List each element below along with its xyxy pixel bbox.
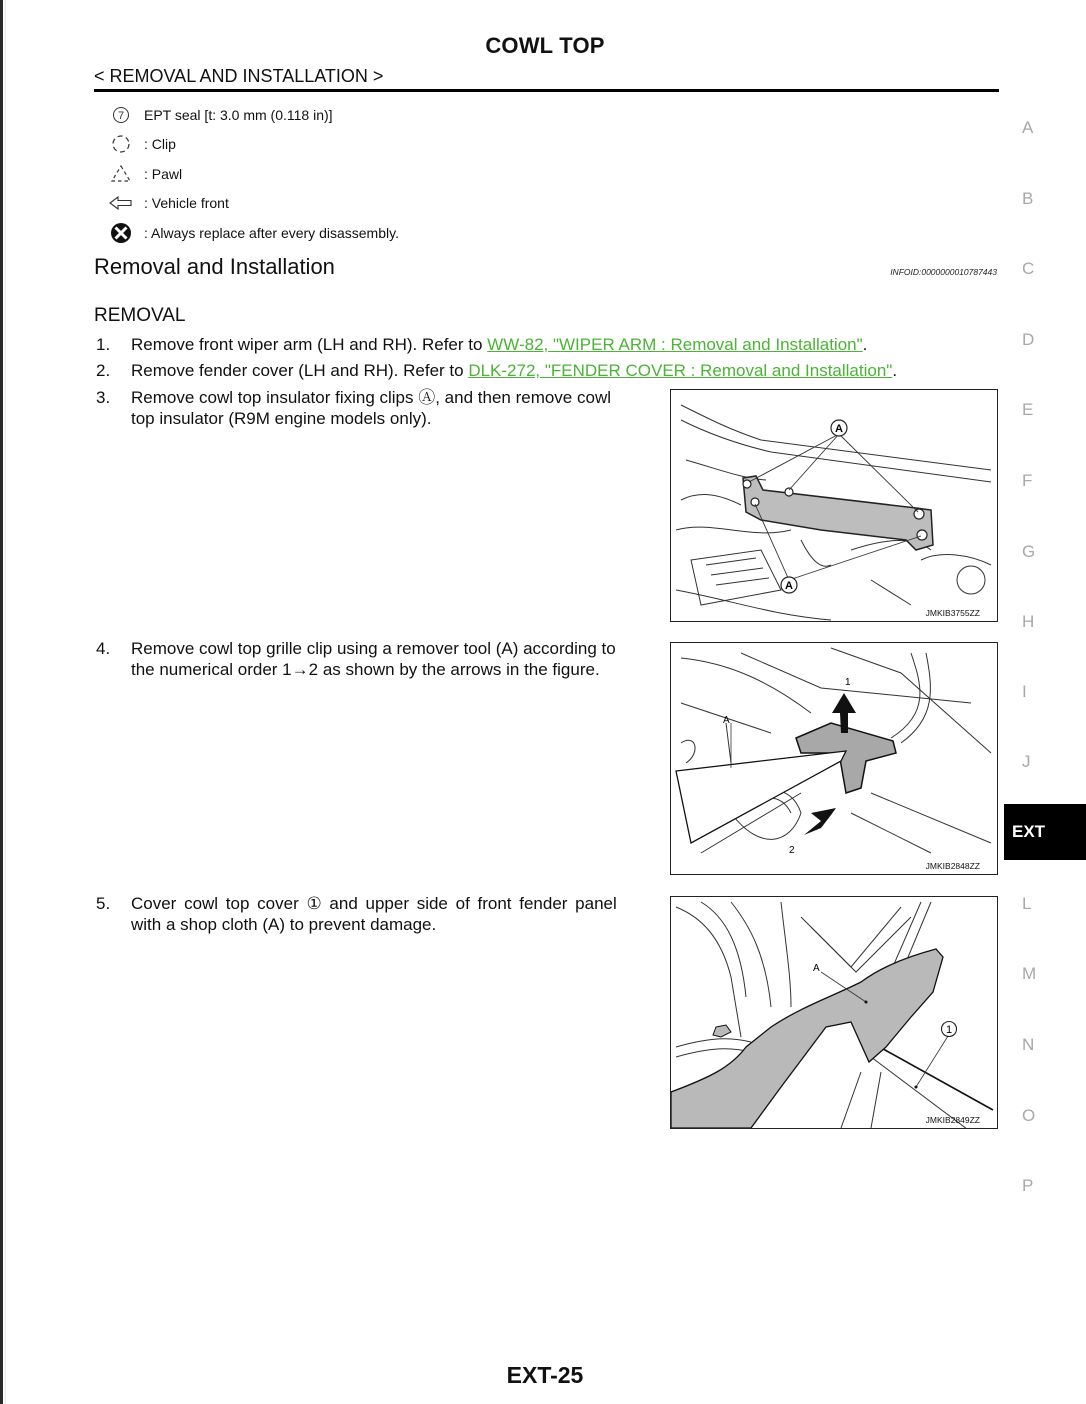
section-title: Removal and Installation (94, 254, 335, 279)
step-number: 3. (96, 388, 111, 407)
pawl-icon (108, 163, 134, 185)
fender-cover-link[interactable]: DLK-272, "FENDER COVER : Removal and Installation" (468, 361, 893, 380)
tab-i[interactable]: I (1022, 682, 1027, 701)
breadcrumb: < REMOVAL AND INSTALLATION > (94, 66, 384, 86)
figure-code: JMKIB2848ZZ (925, 861, 980, 871)
tab-e[interactable]: E (1022, 400, 1034, 419)
step-text (131, 334, 867, 355)
tab-g[interactable]: G (1022, 542, 1036, 561)
step-text-part: Remove front wiper arm (LH and RH). Refer to (131, 335, 488, 354)
legend-text: : Vehicle front (144, 195, 229, 212)
callout-a-top (831, 420, 847, 436)
legend-row (108, 130, 399, 160)
step-number: 1. (96, 335, 111, 354)
wiper-arm-link[interactable]: WW-82, "WIPER ARM : Removal and Installation" (487, 335, 863, 354)
figure-grille-clip-removal (670, 642, 998, 875)
step-line: Cover cowl top cover ① and upper side of front fender panel (131, 894, 617, 913)
step-text-part: . (862, 335, 868, 354)
legend-row (108, 100, 399, 130)
tab-a[interactable]: A (1022, 118, 1034, 137)
tab-o[interactable]: O (1022, 1106, 1036, 1125)
legend-text: : Pawl (144, 165, 183, 182)
tab-n[interactable]: N (1022, 1035, 1035, 1054)
callout-a-bottom (781, 577, 797, 593)
legend-text: : Clip (144, 136, 176, 153)
figure-cowl-insulator-clips (670, 389, 998, 622)
tab-f[interactable]: F (1022, 471, 1033, 490)
label-a: A (813, 963, 820, 974)
figure-code: JMKIB2849ZZ (925, 1115, 980, 1125)
step-text (131, 893, 661, 935)
cowl-insulator-illustration (671, 390, 997, 621)
tab-c[interactable]: C (1022, 259, 1035, 278)
step-line: top insulator (R9M engine models only). (131, 409, 432, 428)
tab-p[interactable]: P (1022, 1176, 1034, 1195)
legend-row (108, 159, 399, 189)
legend-row (108, 189, 399, 219)
tab-h[interactable]: H (1022, 612, 1035, 631)
step-line: Remove cowl top grille clip using a remover tool (A) according to (131, 639, 616, 658)
removal-heading: REMOVAL (94, 305, 186, 326)
step-line: with a shop cloth (A) to prevent damage. (131, 915, 437, 934)
svg-text:1: 1 (945, 1024, 953, 1036)
callout-1 (942, 1022, 957, 1037)
step-number: 2. (96, 361, 111, 380)
circled-7-icon (108, 104, 134, 126)
legend-row (108, 218, 399, 248)
figure-shop-cloth (670, 896, 998, 1129)
tab-m[interactable]: M (1022, 964, 1037, 983)
svg-text:A: A (785, 580, 793, 592)
page-left-edge (0, 0, 3, 1404)
step-text-part: Remove fender cover (LH and RH). Refer to (131, 361, 469, 380)
tab-ext-active[interactable]: EXT (1004, 804, 1086, 860)
svg-text:7: 7 (117, 109, 125, 122)
tab-d[interactable]: D (1022, 330, 1035, 349)
legend-text: : Always replace after every disassembly. (144, 224, 399, 241)
tab-b[interactable]: B (1022, 189, 1034, 208)
step-text (131, 638, 661, 680)
page-title: COWL TOP (485, 33, 605, 58)
grille-clip-illustration (671, 643, 997, 874)
step-line: Remove cowl top insulator fixing clips Ⓐ, and then remove cowl (131, 388, 611, 407)
vehicle-front-arrow-icon (108, 192, 134, 214)
step-text-part: . (892, 361, 898, 380)
always-replace-icon (108, 222, 134, 244)
label-1: 1 (845, 677, 851, 688)
label-2: 2 (789, 845, 795, 856)
step-number: 5. (96, 894, 111, 913)
tab-j[interactable]: J (1022, 752, 1031, 771)
info-id: INFOID:0000000010787443 (890, 267, 997, 277)
tab-l[interactable]: L (1022, 894, 1032, 913)
label-a: A (723, 715, 730, 726)
step-text (131, 387, 661, 429)
step-number: 4. (96, 639, 111, 658)
figure-code: JMKIB3755ZZ (925, 608, 980, 618)
shop-cloth-illustration (671, 897, 997, 1128)
svg-text:A: A (835, 423, 843, 435)
symbol-legend (108, 100, 399, 248)
header-rule (94, 89, 999, 92)
page-left-edge-shadow (5, 0, 6, 1404)
step-line: the numerical order 1→2 as shown by the arrows in the figure. (131, 660, 600, 679)
step-text (131, 360, 897, 381)
legend-text: EPT seal [t: 3.0 mm (0.118 in)] (144, 106, 333, 123)
clip-icon (108, 133, 134, 155)
page-number: EXT-25 (506, 1362, 584, 1388)
